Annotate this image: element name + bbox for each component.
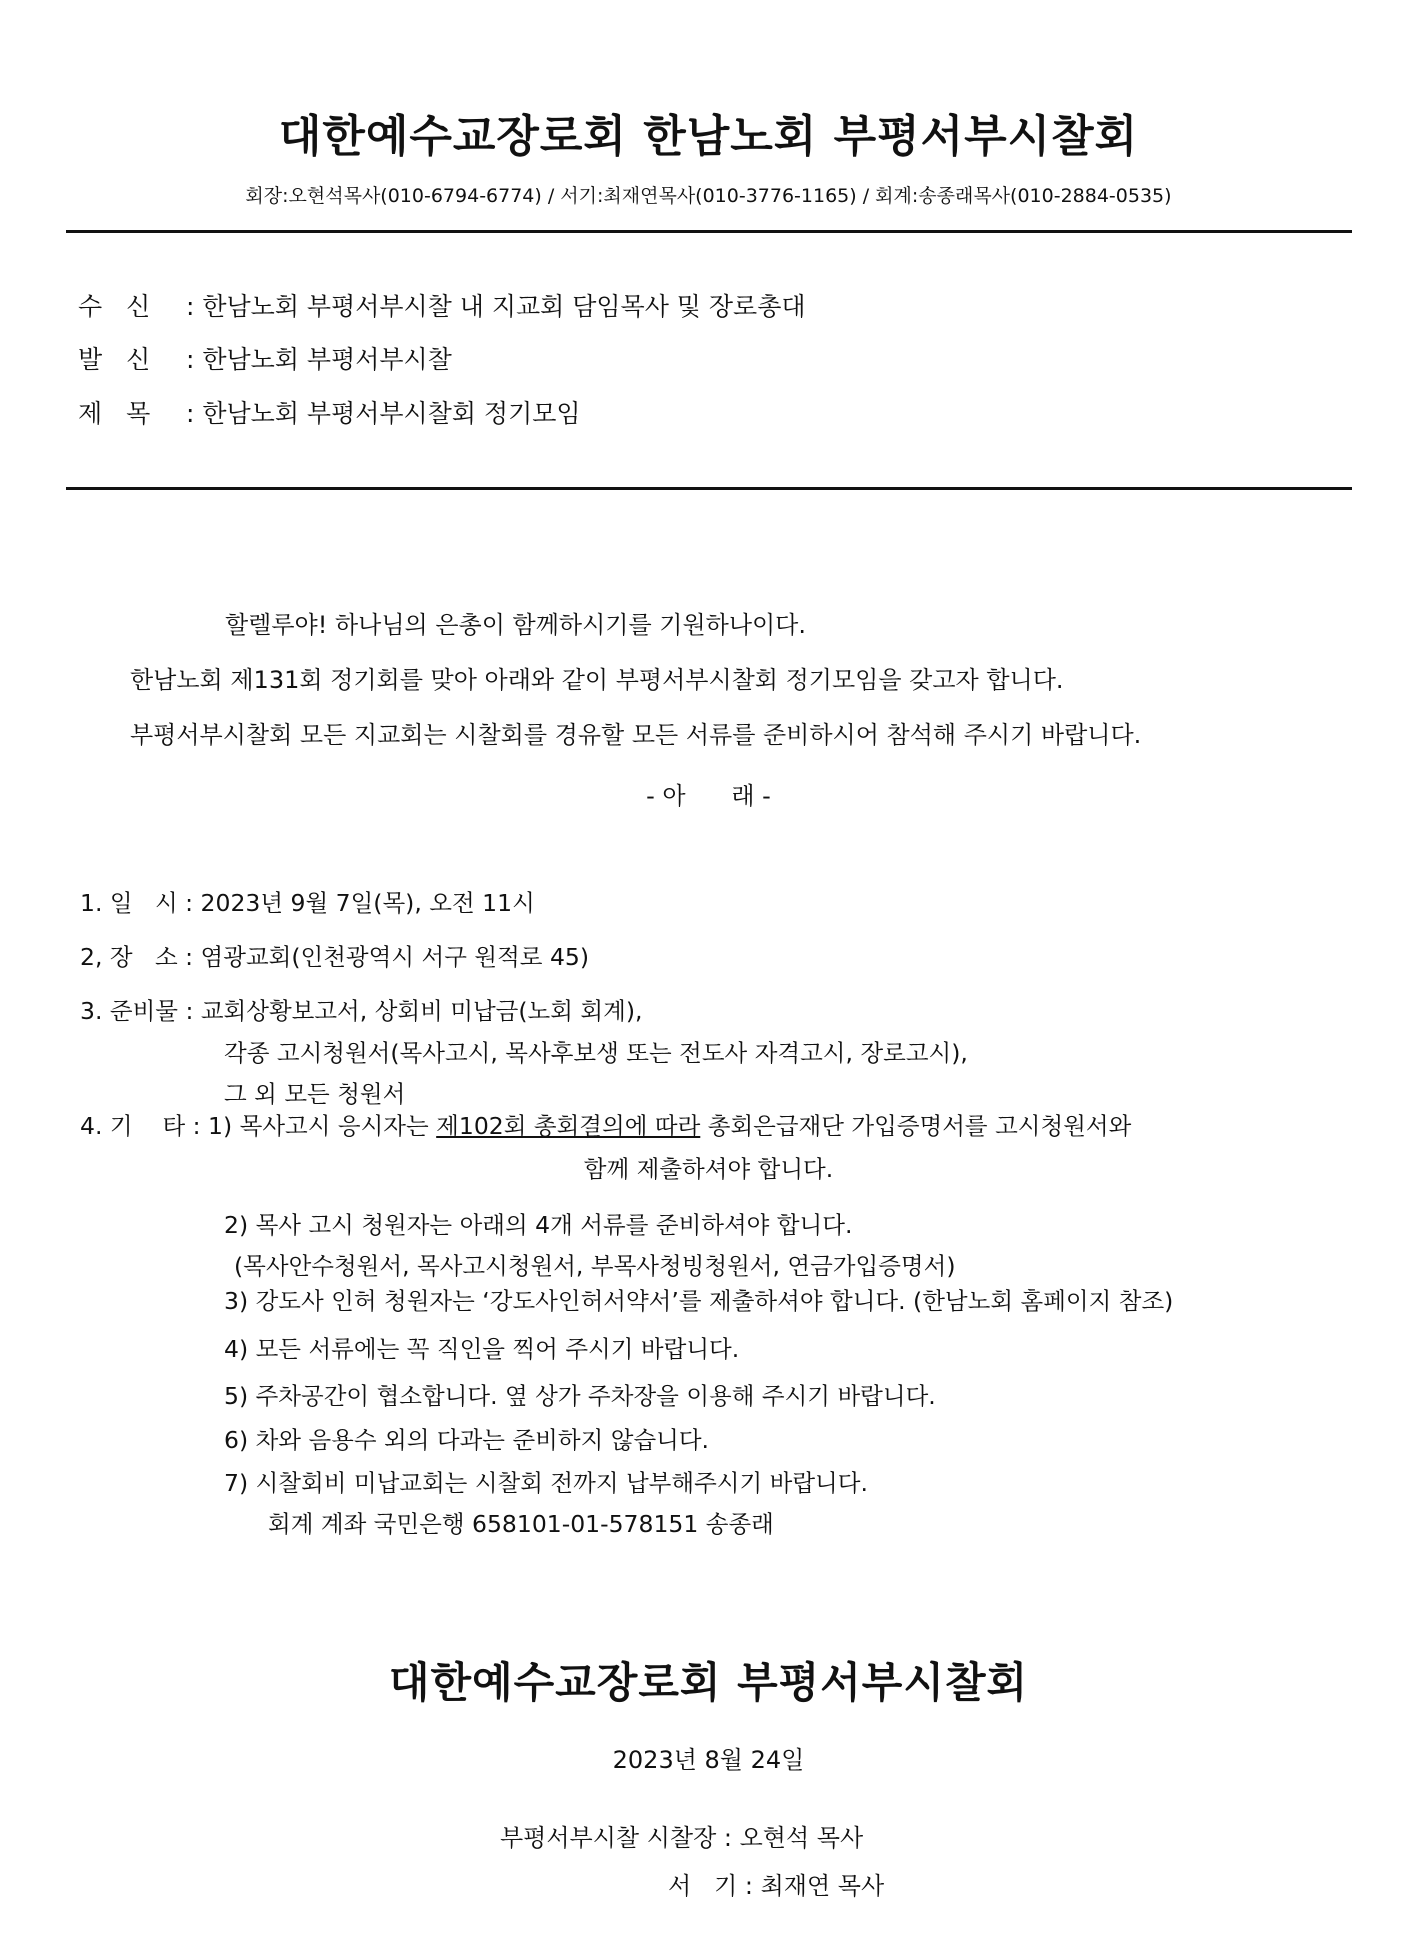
subject-label: 제 목 — [78, 399, 159, 428]
top-divider — [66, 230, 1352, 233]
item-place: 2, 장 소 : 염광교회(인천광역시 서구 원적로 45) — [80, 943, 590, 971]
recipient-row — [78, 287, 806, 323]
account-info: 회계 계좌 국민은행 658101-01-578151 송종래 — [268, 1510, 774, 1538]
item-date: 1. 일 시 : 2023년 9월 7일(목), 오전 11시 — [80, 889, 535, 917]
item-etc-3: 3) 강도사 인허 청원자는 ‘강도사인허서약서’를 제출하셔야 합니다. (한남노회 홈페이지 참조) — [224, 1287, 1174, 1315]
item-prep-2: 각종 고시청원서(목사고시, 목사후보생 또는 전도사 자격고시, 장로고시), — [224, 1039, 968, 1067]
item-prep-1: 3. 준비물 : 교회상황보고서, 상회비 미납금(노회 회계), — [80, 997, 643, 1025]
item-etc-1-cont: 함께 제출하셔야 합니다. — [583, 1155, 834, 1183]
item-etc-7: 7) 시찰회비 미납교회는 시찰회 전까지 납부해주시기 바랍니다. — [224, 1469, 868, 1497]
recipient-label: 수 신 — [78, 292, 159, 321]
item-etc-4: 4) 모든 서류에는 꼭 직인을 찍어 주시기 바랍니다. — [224, 1335, 740, 1363]
signature-date: 2023년 8월 24일 — [612, 1746, 805, 1774]
item-etc-2-sub: (목사안수청원서, 목사고시청원서, 부목사청빙청원서, 연금가입증명서) — [234, 1252, 956, 1280]
bottom-divider — [66, 487, 1352, 490]
contact-line: 회장:오현석목사(010-6794-6774) / 서기:최재연목사(010-3776-1165) / 회계:송종래목사(010-2884-0535) — [245, 185, 1172, 207]
body-line-3: 부평서부시찰회 모든 지교회는 시찰회를 경유할 모든 서류를 준비하시어 참석해 주시기 바랍니다. — [130, 721, 1142, 749]
item-prep-3: 그 외 모든 청원서 — [224, 1080, 406, 1108]
item-etc-6: 6) 차와 음용수 외의 다과는 준비하지 않습니다. — [224, 1426, 710, 1454]
sender-row — [78, 340, 452, 376]
below-heading: - 아 래 - — [646, 782, 771, 810]
recipient-value: : 한남노회 부평서부시찰 내 지교회 담임목사 및 장로총대 — [186, 292, 806, 321]
subject-row — [78, 394, 581, 430]
signature-chair: 부평서부시찰 시찰장 : 오현석 목사 — [500, 1824, 864, 1852]
document-title: 대한예수교장로회 한남노회 부평서부시찰회 — [278, 111, 1139, 162]
signature-org: 대한예수교장로회 부평서부시찰회 — [388, 1658, 1029, 1707]
sender-value: : 한남노회 부평서부시찰 — [186, 345, 452, 374]
etc-suffix: 총회은급재단 가입증명서를 고시청원서와 — [700, 1112, 1132, 1140]
item-etc-2: 2) 목사 고시 청원자는 아래의 4개 서류를 준비하셔야 합니다. — [224, 1211, 853, 1239]
signature-secretary: 서 기 : 최재연 목사 — [668, 1872, 885, 1900]
item-etc-5: 5) 주차공간이 협소합니다. 옆 상가 주차장을 이용해 주시기 바랍니다. — [224, 1382, 936, 1410]
item-etc-1 — [80, 1107, 1131, 1141]
etc-prefix: 4. 기 타 : 1) 목사고시 응시자는 — [80, 1112, 437, 1140]
etc-underlined: 제102회 총회결의에 따라 — [436, 1112, 701, 1140]
greeting: 할렐루야! 하나님의 은총이 함께하시기를 기원하나이다. — [225, 611, 806, 639]
sender-label: 발 신 — [78, 345, 159, 374]
subject-value: : 한남노회 부평서부시찰회 정기모임 — [186, 399, 581, 428]
body-line-2: 한남노회 제131회 정기회를 맞아 아래와 같이 부평서부시찰회 정기모임을 갖고자 합니다. — [130, 666, 1064, 694]
